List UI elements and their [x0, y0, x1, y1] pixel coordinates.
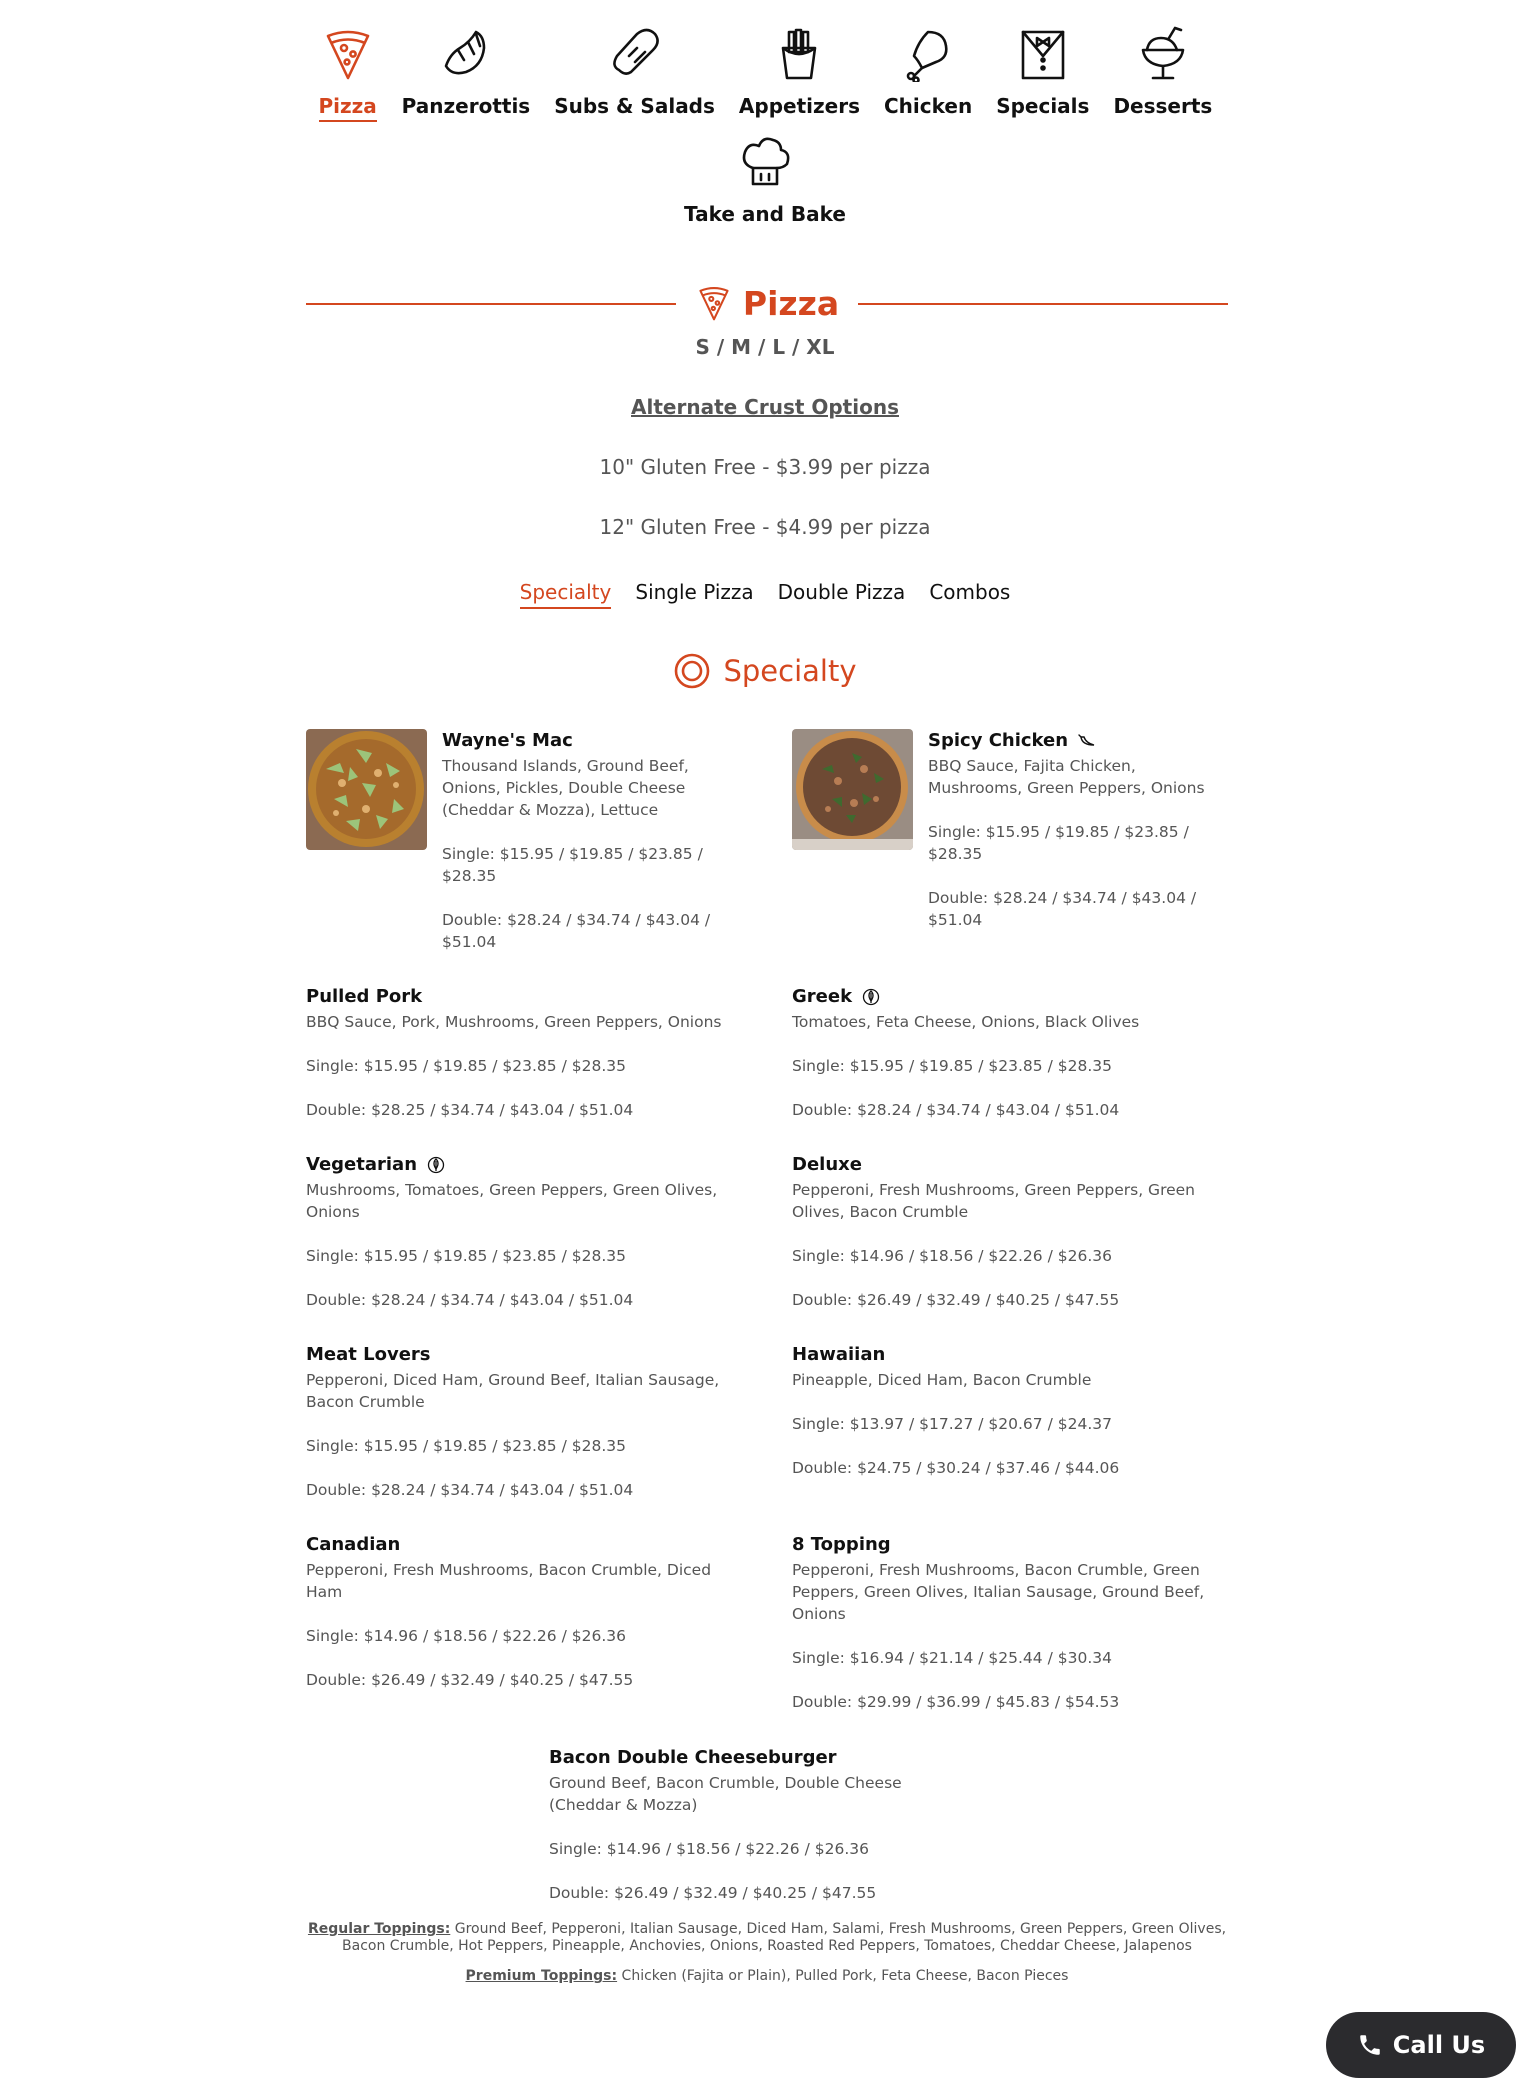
premium-toppings-label: Premium Toppings: [465, 1968, 618, 1984]
item-double-price: Double: $28.24 / $34.74 / $43.04 / $51.04 [928, 889, 1197, 929]
item-double-price: Double: $26.49 / $32.49 / $40.25 / $47.55 [549, 1884, 877, 1902]
pizza-photo [792, 729, 913, 850]
nav-label: Chicken [883, 94, 973, 118]
item-name: Meat Lovers [306, 1344, 431, 1365]
item-single-price: Single: $13.97 / $17.27 / $20.67 / $24.37 [792, 1415, 1112, 1433]
item-description: BBQ Sauce, Pork, Mushrooms, Green Peppers, Onions [306, 1013, 722, 1031]
item-description: Thousand Islands, Ground Beef, Onions, Pickles, Double Cheese (Cheddar & Mozza), Lettuce [442, 757, 689, 819]
call-us-button[interactable] [1326, 2012, 1516, 2078]
item-name: 8 Topping [792, 1534, 891, 1555]
chef-hat-icon [735, 132, 795, 192]
item-single-price: Single: $15.95 / $19.85 / $23.85 / $28.35 [792, 1057, 1112, 1075]
category-nav [0, 24, 1530, 122]
item-double-price: Double: $24.75 / $30.24 / $37.46 / $44.06 [792, 1459, 1120, 1477]
item-description: Pepperoni, Diced Ham, Ground Beef, Italian Sausage, Bacon Crumble [306, 1371, 720, 1411]
divider [858, 303, 1228, 305]
fries-icon [769, 24, 829, 84]
premium-toppings [306, 1968, 1228, 1985]
menu-item[interactable] [792, 985, 1212, 1143]
regular-toppings-list: Ground Beef, Pepperoni, Italian Sausage, Diced Ham, Salami, Fresh Mushrooms, Green Peppers, Green Olives, Bacon Crumble, Hot Peppers, Pineapple, Anchovies, Onions, Roasted Red Peppers, Tomatoes, Cheddar Cheese, Jalapenos [342, 1921, 1227, 1954]
item-single-price: Single: $15.95 / $19.85 / $23.85 / $28.35 [306, 1437, 626, 1455]
tuxedo-icon [1013, 24, 1073, 84]
tab-single-pizza[interactable]: Single Pizza [635, 580, 754, 604]
chili-pepper-icon [1078, 733, 1096, 749]
target-circle-icon [673, 652, 711, 690]
sundae-icon [1133, 24, 1193, 84]
drumstick-icon [898, 24, 958, 84]
pizza-slice-icon [318, 24, 378, 84]
sub-sandwich-icon [605, 24, 665, 84]
gluten-free-option: 12" Gluten Free - $4.99 per pizza [599, 515, 931, 539]
alt-crust-heading: Alternate Crust Options [631, 395, 899, 419]
vegetarian-leaf-icon [427, 1156, 445, 1174]
item-description: Ground Beef, Bacon Crumble, Double Cheese (Cheddar & Mozza) [549, 1774, 902, 1814]
item-double-price: Double: $28.24 / $34.74 / $43.04 / $51.04 [306, 1481, 634, 1499]
item-single-price: Single: $15.95 / $19.85 / $23.85 / $28.35 [306, 1247, 626, 1265]
item-single-price: Single: $14.96 / $18.56 / $22.26 / $26.36 [549, 1840, 869, 1858]
item-name: Hawaiian [792, 1344, 886, 1365]
menu-item[interactable] [792, 1533, 1212, 1735]
menu-item[interactable] [549, 1746, 969, 1926]
tab-double-pizza[interactable]: Double Pizza [777, 580, 906, 604]
subcategory-tabs [0, 580, 1530, 609]
menu-item[interactable] [306, 1153, 726, 1333]
section-header [306, 278, 1228, 328]
tab-specialty[interactable]: Specialty [520, 580, 612, 609]
call-us-label: Call Us [1392, 2031, 1486, 2059]
item-single-price: Single: $14.96 / $18.56 / $22.26 / $26.36 [306, 1627, 626, 1645]
section-title: Pizza [742, 283, 840, 323]
item-description: Pepperoni, Fresh Mushrooms, Bacon Crumble, Diced Ham [306, 1561, 712, 1601]
nav-item-desserts[interactable] [1113, 24, 1212, 122]
nav-label: Take and Bake [684, 202, 846, 226]
menu-item[interactable] [792, 729, 1228, 939]
nav-label: Panzerottis [401, 94, 531, 118]
regular-toppings-label: Regular Toppings: [307, 1921, 451, 1937]
pizza-slice-icon [695, 281, 733, 325]
nav-item-subs-salads[interactable] [554, 24, 715, 122]
pizza-photo [306, 729, 427, 850]
premium-toppings-list: Chicken (Fajita or Plain), Pulled Pork, Feta Cheese, Bacon Pieces [617, 1968, 1069, 1984]
item-name: Canadian [306, 1534, 401, 1555]
nav-item-chicken[interactable] [884, 24, 972, 122]
item-double-price: Double: $28.24 / $34.74 / $43.04 / $51.04 [792, 1101, 1120, 1119]
item-single-price: Single: $15.95 / $19.85 / $23.85 / $28.35 [928, 823, 1189, 863]
item-name: Pulled Pork [306, 986, 423, 1007]
item-double-price: Double: $28.24 / $34.74 / $43.04 / $51.04 [442, 911, 711, 951]
subsection-header [0, 652, 1530, 690]
gluten-free-option: 10" Gluten Free - $3.99 per pizza [599, 455, 931, 479]
menu-item[interactable] [306, 1343, 726, 1523]
item-double-price: Double: $26.49 / $32.49 / $40.25 / $47.55 [792, 1291, 1120, 1309]
item-name: Bacon Double Cheeseburger [549, 1747, 837, 1768]
nav-item-specials[interactable] [996, 24, 1089, 122]
item-description: Mushrooms, Tomatoes, Green Peppers, Green Olives, Onions [306, 1181, 718, 1221]
menu-item[interactable] [306, 985, 726, 1143]
menu-item[interactable] [306, 729, 742, 959]
croissant-icon [436, 24, 496, 84]
item-description: Pepperoni, Fresh Mushrooms, Green Peppers, Green Olives, Bacon Crumble [792, 1181, 1195, 1221]
nav-label: Desserts [1113, 94, 1213, 118]
item-description: BBQ Sauce, Fajita Chicken, Mushrooms, Green Peppers, Onions [928, 757, 1205, 797]
nav-item-panzerottis[interactable] [402, 24, 531, 122]
item-double-price: Double: $26.49 / $32.49 / $40.25 / $47.55 [306, 1671, 634, 1689]
nav-item-pizza[interactable] [318, 24, 378, 122]
category-nav-row-2 [0, 132, 1530, 226]
tab-combos[interactable]: Combos [929, 580, 1011, 604]
nav-label: Specials [996, 94, 1090, 118]
item-name-text: Greek [792, 986, 853, 1007]
nav-label: Subs & Salads [554, 94, 715, 118]
regular-toppings [306, 1921, 1228, 1955]
size-options: S / M / L / XL [695, 335, 835, 359]
item-double-price: Double: $28.25 / $34.74 / $43.04 / $51.04 [306, 1101, 634, 1119]
item-name: Deluxe [792, 1154, 862, 1175]
item-name-text: Vegetarian [306, 1154, 418, 1175]
nav-item-appetizers[interactable] [739, 24, 860, 122]
phone-icon [1357, 2032, 1383, 2058]
subsection-title: Specialty [723, 654, 857, 688]
item-name [792, 985, 1212, 1009]
menu-item[interactable] [792, 1153, 1212, 1333]
item-double-price: Double: $28.24 / $34.74 / $43.04 / $51.04 [306, 1291, 634, 1309]
item-single-price: Single: $15.95 / $19.85 / $23.85 / $28.35 [442, 845, 703, 885]
menu-item[interactable] [306, 1533, 726, 1713]
divider [306, 303, 676, 305]
item-double-price: Double: $29.99 / $36.99 / $45.83 / $54.53 [792, 1693, 1120, 1711]
item-description: Pepperoni, Fresh Mushrooms, Bacon Crumble, Green Peppers, Green Olives, Italian Sausage, Ground Beef, Onions [792, 1561, 1205, 1623]
item-single-price: Single: $16.94 / $21.14 / $25.44 / $30.34 [792, 1649, 1112, 1667]
vegetarian-leaf-icon [862, 988, 880, 1006]
nav-label: Pizza [319, 94, 377, 122]
item-single-price: Single: $14.96 / $18.56 / $22.26 / $26.36 [792, 1247, 1112, 1265]
menu-item[interactable] [792, 1343, 1212, 1501]
item-single-price: Single: $15.95 / $19.85 / $23.85 / $28.35 [306, 1057, 626, 1075]
item-description: Tomatoes, Feta Cheese, Onions, Black Olives [792, 1013, 1140, 1031]
item-name: Wayne's Mac [442, 730, 573, 751]
item-name [306, 1153, 726, 1177]
item-name [928, 729, 1228, 753]
item-description: Pineapple, Diced Ham, Bacon Crumble [792, 1371, 1092, 1389]
nav-label: Appetizers [738, 94, 860, 118]
nav-item-take-and-bake[interactable] [684, 132, 846, 226]
item-name-text: Spicy Chicken [928, 730, 1069, 751]
